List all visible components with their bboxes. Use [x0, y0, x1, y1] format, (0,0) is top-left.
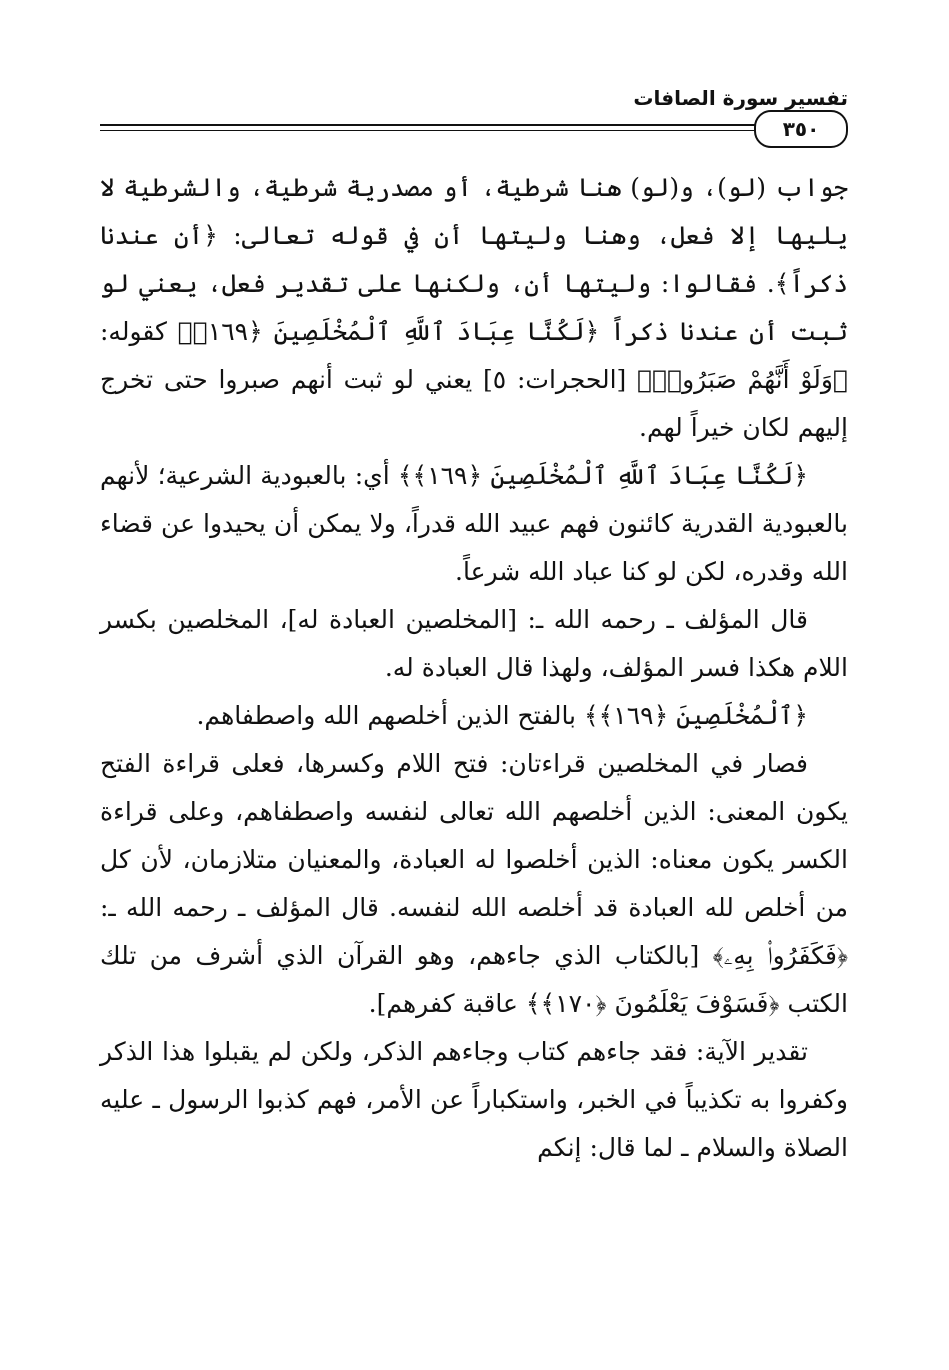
page-header — [100, 82, 848, 152]
body-text — [100, 164, 848, 1172]
page-number: ٣٥٠ — [754, 110, 848, 148]
header-rule-thin — [100, 130, 755, 131]
header-rule-thick — [100, 124, 755, 126]
paragraph-3: قال المؤلف ـ رحمه الله ـ: [المخلصين العبادة له]، المخلصين بكسر اللام هكذا فسر المؤلف، ولهذا قال العبادة له. — [100, 605, 848, 682]
paragraph-2: ﴿لَكُنَّا عِبَادَ ٱللَّهِ ٱلْمُخْلَصِينَ ﴿١٦٩﴾﴾ أي: بالعبودية الشرعية؛ لأنهم بالعبودية القدرية كائنون فهم عبيد الله قدراً، ولا يمكن أن يحيدوا عن قضاء الله وقدره، لكن لو كنا عباد الله شرعاً. — [100, 461, 848, 586]
running-title: تفسير سورة الصافات — [633, 86, 848, 110]
paragraph-1: جواب (لو)، و(لو) هنا شرطية، أو مصدرية شرطية، والشرطية لا يليها إلا فعل، وهنا وليتها أن في قوله تعالى: ﴿أن عندنا ذكراً﴾. فقالوا: وليتها أن، ولكنها على تقدير فعل، يعني لو ثبت أن عندنا ذكراً ﴿لَكُنَّا عِبَادَ ٱللَّهِ ٱلْمُخْلَصِينَ ﴿١٦٩﴾﴾ كقوله: ﴿وَلَوْ أَنَّهُمْ صَبَرُوا۟﴾ [الحجرات: ٥] يعني لو ثبت أنهم صبروا حتى تخرج إليهم لكان خيراً لهم. — [100, 173, 848, 442]
paragraph-6: تقدير الآية: فقد جاءهم كتاب وجاءهم الذكر، ولكن لم يقبلوا هذا الذكر وكفروا به تكذيباً في الخبر، واستكباراً عن الأمر، فهم كذبوا الرسول ـ عليه الصلاة والسلام ـ لما قال: إنكم — [100, 1037, 848, 1162]
paragraph-5: فصار في المخلصين قراءتان: فتح اللام وكسرها، فعلى قراءة الفتح يكون المعنى: الذين أخلصهم الله تعالى لنفسه واصطفاهم، وعلى قراءة الكسر يكون معناه: الذين أخلصوا له العبادة، والمعنيان متلازمان، لأن كل من أخلص لله العبادة قد أخلصه الله لنفسه. قال المؤلف ـ رحمه الله ـ: ﴿فَكَفَرُوا۟ بِهِۦ﴾ [بالكتاب الذي جاءهم، وهو القرآن الذي أشرف من تلك الكتب ﴿فَسَوْفَ يَعْلَمُونَ ﴿١٧٠﴾﴾ عاقبة كفرهم]. — [100, 749, 848, 1018]
book-page — [100, 0, 848, 1370]
paragraph-4: ﴿ٱلْمُخْلَصِينَ ﴿١٦٩﴾﴾ بالفتح الذين أخلصهم الله واصطفاهم. — [196, 701, 808, 730]
